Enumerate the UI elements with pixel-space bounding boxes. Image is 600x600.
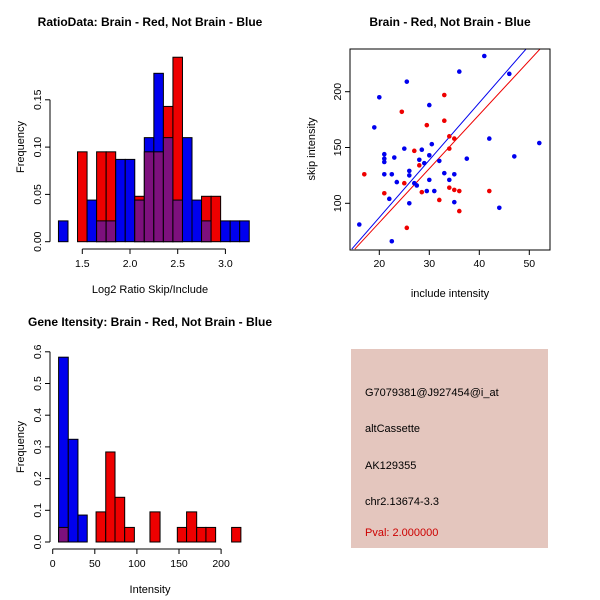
not-brain-point [437,159,442,164]
hist-bar [68,439,78,542]
x-tick-label: 1.5 [74,258,90,270]
not-brain-point [482,54,487,59]
brain-point [425,123,430,128]
y-tick-label: 0.3 [32,439,44,455]
x-tick-label: 200 [212,558,230,570]
brain-point [487,189,492,194]
x-tick-label: 2.0 [122,258,138,270]
ratio-histogram-ylabel: Frequency [15,121,27,173]
brain-point [412,149,417,154]
scatter-ylabel: skip intensity [306,117,318,181]
brain-point [437,198,442,203]
hist-bar [78,152,88,242]
not-brain-point [417,157,422,162]
hist-bar [211,196,221,241]
y-tick-label: 0.1 [32,502,44,518]
not-brain-point [407,169,412,174]
x-tick-label: 50 [88,558,101,570]
hist-bar-overlap [97,221,107,242]
not-brain-point [507,72,512,77]
not-brain-point [402,146,407,151]
not-brain-point [420,147,425,152]
y-tick-label: 0.5 [32,376,44,391]
hist-bar [206,527,216,542]
not-brain-point [387,197,392,202]
y-tick-label: 0.15 [32,89,44,111]
brain-point [420,190,425,195]
not-brain-point [537,141,542,146]
hist-bar-overlap [106,221,116,242]
not-brain-point [392,155,397,160]
y-tick-label: 200 [332,82,344,101]
y-tick-label: 0.10 [32,136,44,158]
brain-point [382,191,387,196]
hist-bar [58,221,68,242]
gene-intensity-histogram-xlabel: Intensity [129,584,171,596]
hist-bar [192,200,202,242]
hist-bar [59,357,69,542]
hist-bar-overlap [163,138,173,242]
brain-point [442,93,447,98]
hist-bar [125,159,135,241]
y-tick-label: 100 [332,194,344,213]
brain-point [362,172,367,177]
x-tick-label: 20 [373,258,386,270]
intensity-scatter-chart [300,0,600,300]
y-tick-label: 150 [332,138,344,157]
y-tick-label: 0.0 [32,534,44,550]
not-brain-point [457,69,462,74]
probe-id-text: G7079381@J927454@i_at [365,387,499,399]
hist-bar [106,452,115,542]
not-brain-point [390,172,395,177]
not-brain-point [377,95,382,100]
ratio-histogram-xlabel: Log2 Ratio Skip/Include [91,284,209,296]
not-brain-point [382,172,387,177]
hist-bar [150,512,160,542]
not-brain-point [407,201,412,206]
ratio-histogram-title: RatioData: Brain - Red, Not Brain - Blue [37,15,263,29]
blue-fit-line [352,48,527,249]
not-brain-point [382,152,387,157]
gene-intensity-histogram-ylabel: Frequency [15,421,27,473]
not-brain-point [415,183,420,188]
x-tick-label: 2.5 [170,258,186,270]
gene-info-box [351,349,548,548]
not-brain-point [512,154,517,159]
brain-point [442,118,447,123]
brain-point [457,209,462,214]
not-brain-point [407,173,412,178]
brain-point [447,134,452,139]
hist-bar [182,138,192,242]
gene-intensity-histogram-title: Gene Itensity: Brain - Red, Not Brain - Blue [27,315,273,329]
hist-bar-overlap [173,200,183,242]
y-tick-label: 0.4 [32,407,44,423]
hist-bar [187,512,197,542]
x-tick-label: 0 [49,558,56,570]
not-brain-point [382,160,387,165]
hist-bar [230,221,240,242]
hist-bar [87,200,97,242]
not-brain-point [405,79,410,84]
ratio-histogram-chart [0,0,300,300]
not-brain-point [432,189,437,194]
not-brain-point [442,171,447,176]
hist-bar-overlap [202,221,212,242]
scatter-title: Brain - Red, Not Brain - Blue [369,15,531,29]
not-brain-point [430,142,435,147]
not-brain-point [427,103,432,108]
x-tick-label: 50 [523,258,536,270]
brain-point [402,181,407,186]
hist-bar [96,512,106,542]
not-brain-point [465,156,470,161]
hist-bar [232,527,241,542]
x-tick-label: 3.0 [218,258,233,270]
not-brain-point [427,178,432,183]
hist-bar-overlap [144,152,154,242]
brain-point [405,226,410,231]
x-tick-label: 100 [128,558,146,570]
hist-bar-overlap [59,527,69,542]
hist-bar [116,159,126,241]
not-brain-point [425,189,430,194]
pval-text: Pval: 2.000000 [365,527,439,539]
hist-bar-overlap [135,200,145,242]
brain-point [417,163,422,168]
x-tick-label: 150 [170,558,188,570]
hist-bar-overlap [154,152,164,242]
not-brain-point [452,172,457,177]
y-tick-label: 0.6 [32,344,44,360]
not-brain-point [427,153,432,158]
splice-type-text: altCassette [365,423,421,435]
y-tick-label: 0.05 [32,184,44,205]
not-brain-point [395,180,400,185]
not-brain-point [372,125,377,130]
not-brain-point [422,161,427,166]
y-tick-label: 0.00 [32,231,44,252]
not-brain-point [447,178,452,183]
hist-bar [221,221,231,242]
x-tick-label: 30 [423,258,436,270]
gene-intensity-histogram-chart [0,300,300,600]
brain-point [447,146,452,151]
hist-bar [197,527,206,542]
hist-bar [177,527,186,542]
accession-text: AK129355 [365,460,417,472]
not-brain-point [390,239,395,244]
not-brain-point [452,200,457,205]
x-tick-label: 40 [473,258,486,270]
hist-bar [125,527,135,542]
hist-bar [240,221,250,242]
brain-point [457,189,462,194]
not-brain-point [497,205,502,210]
not-brain-point [357,222,362,227]
brain-point [447,185,452,190]
brain-point [400,109,405,114]
hist-bar [78,515,87,542]
y-tick-label: 0.2 [32,471,44,486]
brain-point [452,136,457,141]
brain-point [452,188,457,193]
hist-bar [115,497,125,542]
not-brain-point [487,136,492,141]
scatter-xlabel: include intensity [410,288,490,300]
location-text: chr2.13674-3.3 [365,496,439,508]
